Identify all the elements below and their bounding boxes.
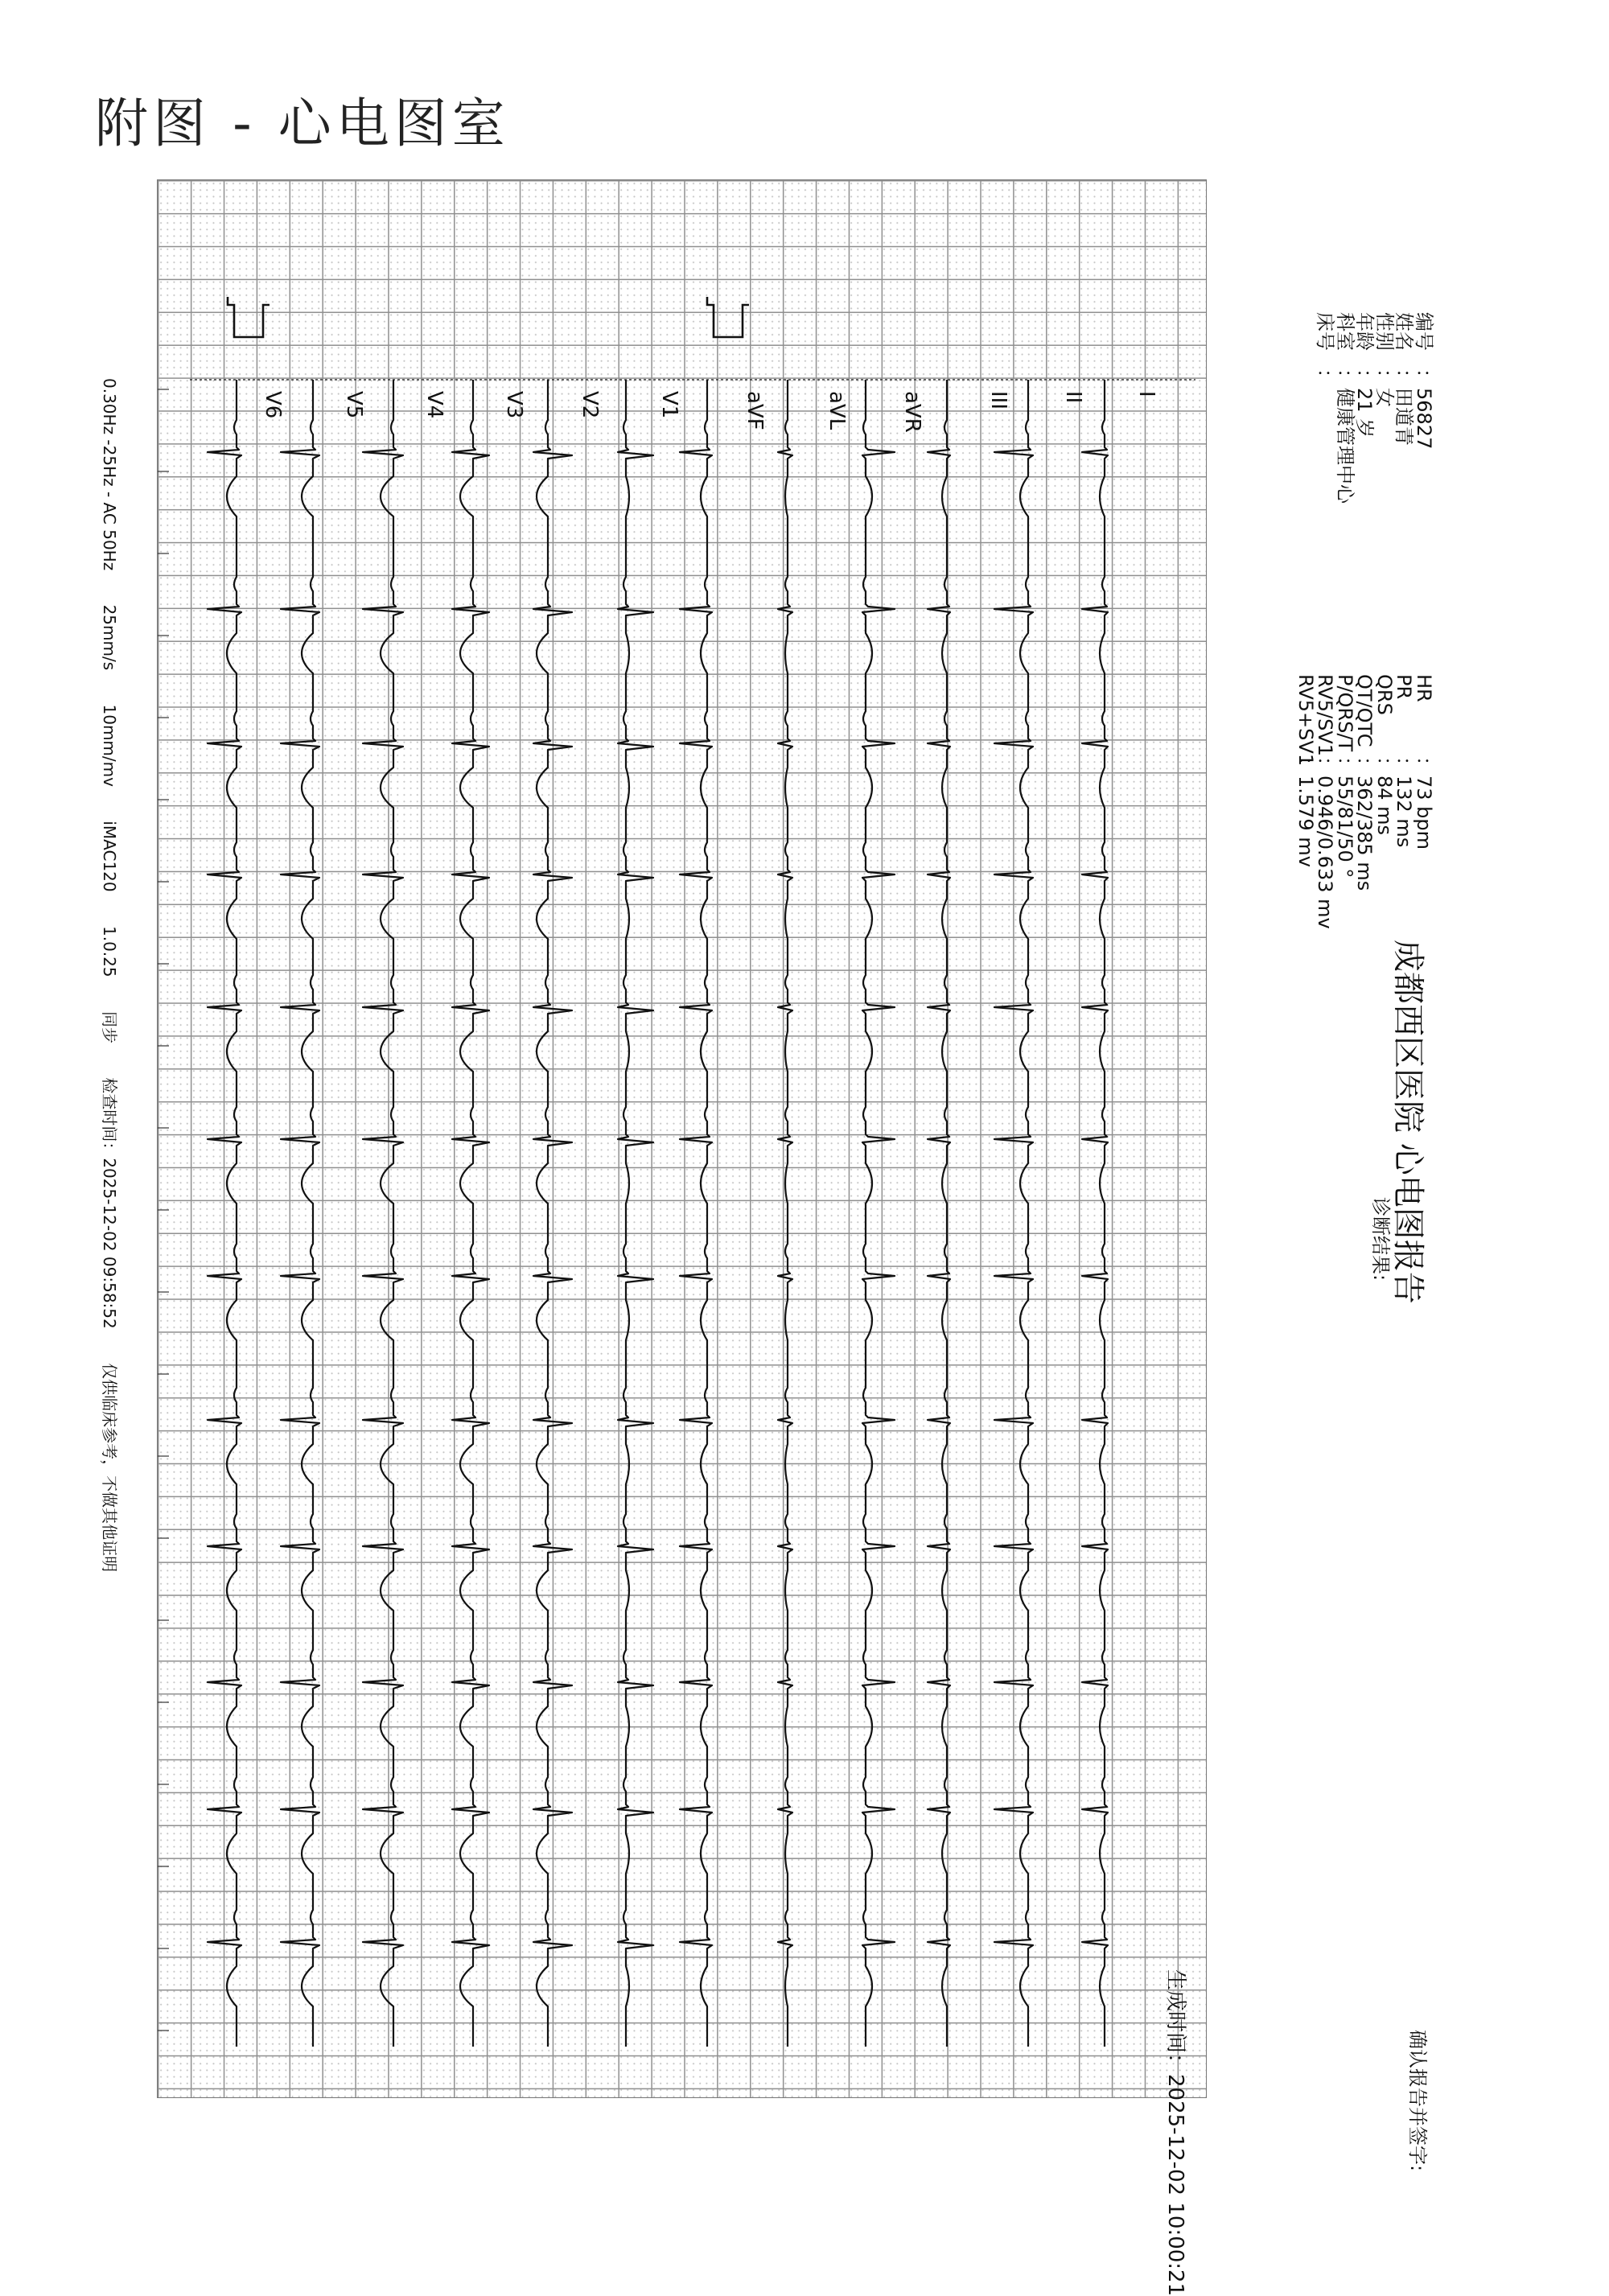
disclaimer: 仅供临床参考，不做其他证明: [100, 1363, 119, 1573]
measurement-value: ：0.946/0.633 mv: [1314, 756, 1337, 929]
patient-field-label: 编号: [1413, 312, 1435, 351]
lead-label-v5: V5: [342, 391, 366, 419]
measurement-value: ：55/81/50 °: [1334, 756, 1356, 878]
filter-setting: 0.30Hz -25Hz - AC 50Hz: [100, 378, 119, 571]
calibration-pulse-left: [228, 297, 270, 337]
ecg-trace-iii: [928, 380, 950, 2047]
ecg-trace-ii: [994, 380, 1033, 2047]
measurement-label: RV5/SV1: [1314, 674, 1337, 757]
lead-label-v6: V6: [261, 391, 285, 419]
patient-field-value: ：21 岁: [1353, 368, 1376, 438]
calibration-pulse-right: [707, 297, 749, 337]
patient-field-value: ：女: [1373, 368, 1396, 407]
report-header: [1128, 312, 1435, 2296]
measurement-label: P/QRS/T: [1334, 674, 1356, 752]
patient-row: [1414, 312, 1434, 504]
lead-label-v2: V2: [578, 391, 602, 419]
report-title: 成都西区医院 心电图报告: [1389, 940, 1426, 1304]
patient-row: [1335, 312, 1356, 504]
patient-field-label: 姓名: [1393, 312, 1416, 351]
patient-field-label: 科室: [1334, 312, 1356, 351]
software-version: 1.0.25: [100, 925, 119, 977]
page-title: 附图 - 心电图室: [95, 93, 510, 154]
measurement-label: HR: [1413, 674, 1435, 702]
measurement-row: [1355, 674, 1375, 929]
exam-time: 检查时间：2025-12-02 09:58:52: [100, 1077, 119, 1329]
lead-label-iii: III: [986, 391, 1010, 410]
gain-setting: 10mm/mv: [100, 704, 119, 787]
patient-field-value: ：56827: [1413, 368, 1435, 450]
ecg-trace-v1: [618, 380, 653, 2047]
patient-info: [1315, 312, 1434, 504]
recording-settings: [99, 378, 122, 1601]
measurements: [1296, 674, 1434, 929]
patient-field-value: ：田道青: [1393, 368, 1416, 446]
patient-row: [1315, 312, 1335, 504]
ecg-trace-v6: [208, 380, 241, 2047]
ecg-grid: [157, 179, 1207, 2098]
lead-label-avl: aVL: [825, 391, 849, 430]
measurement-value: ：73 bpm: [1413, 756, 1435, 850]
lead-label-avr: aVR: [900, 391, 924, 433]
patient-field-label: 性别: [1373, 312, 1396, 351]
lead-label-i: I: [1134, 391, 1158, 397]
patient-row: [1375, 312, 1395, 504]
ecg-trace-i: [1082, 380, 1108, 2047]
generated-time: 生成时间：2025-12-02 10:00:21: [1163, 1969, 1187, 2296]
patient-field-label: 床号: [1314, 312, 1337, 351]
patient-row: [1394, 312, 1414, 504]
ecg-trace-avl: [778, 380, 792, 2047]
measurement-row: [1315, 674, 1335, 929]
measurement-label: QT/QTC: [1353, 674, 1376, 747]
measurement-row: [1335, 674, 1356, 929]
ecg-traces: [158, 180, 1207, 2098]
lead-label-ii: II: [1061, 391, 1085, 404]
measurement-row: [1394, 674, 1414, 929]
ecg-trace-v2: [533, 380, 572, 2047]
lead-label-avf: aVF: [743, 391, 767, 430]
ecg-trace-avr: [862, 380, 895, 2047]
paper-speed: 25mm/s: [100, 604, 119, 671]
measurement-label: QRS: [1373, 674, 1396, 715]
measurement-row: [1414, 674, 1434, 929]
measurement-value: ：132 ms: [1393, 756, 1416, 848]
measurement-row: [1375, 674, 1395, 929]
measurement-value: ：362/385 ms: [1353, 756, 1376, 891]
ecg-trace-avf: [680, 380, 712, 2047]
ecg-trace-v5: [281, 380, 319, 2047]
measurement-label: RV5+SV1: [1294, 674, 1317, 767]
sync-mode: 同步: [100, 1010, 119, 1043]
ecg-trace-v4: [363, 380, 403, 2047]
confirm-signature-label: 确认报告并签字:: [1406, 2030, 1429, 2172]
lead-label-v1: V1: [657, 391, 681, 419]
measurement-label: PR: [1393, 674, 1416, 700]
measurement-value: ：84 ms: [1373, 756, 1396, 836]
lead-label-v3: V3: [502, 391, 526, 419]
measurement-row: [1296, 674, 1316, 929]
patient-field-value: ：健康管理中心: [1334, 368, 1356, 504]
patient-field-value: ：: [1314, 368, 1337, 388]
device-model: iMAC120: [100, 821, 119, 892]
lead-label-v4: V4: [422, 391, 446, 419]
ecg-trace-v3: [452, 380, 489, 2047]
patient-field-label: 年龄: [1353, 312, 1376, 351]
diagnosis-label: 诊断结果:: [1369, 1197, 1392, 1282]
measurement-value: ：1.579 mv: [1294, 756, 1317, 867]
patient-row: [1355, 312, 1375, 504]
